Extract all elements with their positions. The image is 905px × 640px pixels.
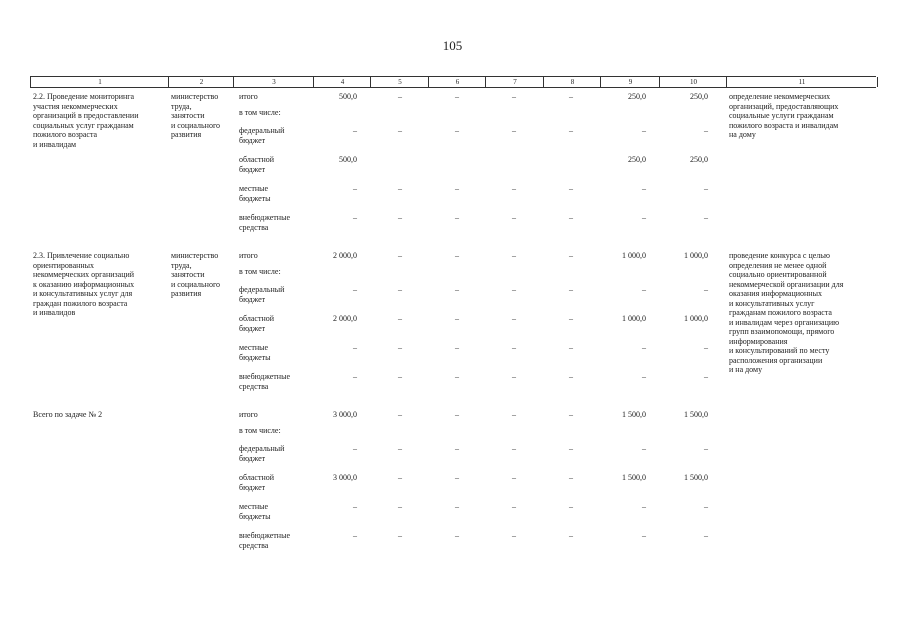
value-cell-v6: – xyxy=(455,314,459,323)
funding-source: бюджет xyxy=(239,323,266,333)
funding-source: средства xyxy=(239,222,269,232)
value-cell-v7: – xyxy=(512,531,516,540)
result-text: социальные услуги гражданам xyxy=(729,111,834,120)
value-cell-v9: – xyxy=(642,213,646,222)
value-cell-v4: 2 000,0 xyxy=(333,251,357,260)
value-cell-v10: – xyxy=(704,126,708,135)
result-text: и консультативных услуг xyxy=(729,298,815,308)
executor-text: труда, xyxy=(171,260,192,270)
value-cell-v5: – xyxy=(398,285,402,294)
result-text: пожилого возраста и инвалидам xyxy=(729,120,839,130)
value-cell-v7: – xyxy=(512,444,516,453)
result-text: определения не менее одной xyxy=(729,260,827,270)
funding-source: местные xyxy=(239,184,269,193)
value-cell-v5: – xyxy=(398,314,402,323)
result-text: расположения организации xyxy=(729,355,823,365)
action-text: Всего по задаче № 2 xyxy=(33,410,103,419)
table-header-row xyxy=(30,76,876,88)
header-cell: 9 xyxy=(600,77,660,87)
header-cell: 7 xyxy=(485,77,544,87)
value-cell-v10: – xyxy=(704,285,708,294)
value-cell-v9: 1 000,0 xyxy=(622,251,646,260)
value-cell-v6: – xyxy=(455,444,459,453)
value-cell-v9: 1 000,0 xyxy=(622,314,646,323)
executor-text: развития xyxy=(171,289,202,298)
funding-source: бюджет xyxy=(239,453,266,463)
value-cell-v8: – xyxy=(569,531,573,540)
header-cell: 1 xyxy=(30,77,169,87)
value-cell-v4: 3 000,0 xyxy=(333,410,357,419)
action-text: организаций в предоставлении xyxy=(33,111,139,120)
value-cell-v4: – xyxy=(353,213,357,222)
value-cell-v6: – xyxy=(455,410,459,419)
value-cell-v7: – xyxy=(512,502,516,511)
header-cell: 3 xyxy=(233,77,314,87)
funding-source: средства xyxy=(239,381,269,391)
action-text: пожилого возраста xyxy=(33,130,98,139)
action-text: граждан пожилого возраста xyxy=(33,298,128,308)
value-cell-v9: – xyxy=(642,126,646,135)
executor-text: министерство xyxy=(171,92,219,101)
value-cell-v4: – xyxy=(353,502,357,511)
result-text: некоммерческой организации для xyxy=(729,279,844,289)
value-cell-v10: – xyxy=(704,444,708,453)
value-cell-v9: 1 500,0 xyxy=(622,410,646,419)
value-cell-v9: 250,0 xyxy=(628,92,646,101)
value-cell-v10: – xyxy=(704,502,708,511)
action-text: и инвалидов xyxy=(33,308,76,317)
executor-text: развития xyxy=(171,130,202,139)
value-cell-v8: – xyxy=(569,473,573,482)
action-text: 2.3. Привлечение социально xyxy=(33,251,130,260)
header-cell: 4 xyxy=(313,77,371,87)
funding-source: местные xyxy=(239,502,269,511)
executor-text: труда, xyxy=(171,101,192,111)
value-cell-v8: – xyxy=(569,502,573,511)
value-cell-v5: – xyxy=(398,473,402,482)
result-text: оказания информационных xyxy=(729,289,822,298)
funding-source: бюджет xyxy=(239,482,266,492)
value-cell-v4: – xyxy=(353,372,357,381)
value-cell-v7: – xyxy=(512,251,516,260)
value-cell-v8: – xyxy=(569,444,573,453)
result-text: и консультирований по месту xyxy=(729,346,830,355)
result-text: проведение конкурса с целью xyxy=(729,251,830,260)
funding-source: бюджеты xyxy=(239,193,271,203)
value-cell-v4: 3 000,0 xyxy=(333,473,357,482)
result-text: групп взаимопомощи, прямого xyxy=(729,327,835,336)
value-cell-v6: – xyxy=(455,285,459,294)
result-text: и на дому xyxy=(729,365,763,374)
value-cell-v7: – xyxy=(512,285,516,294)
value-cell-v6: – xyxy=(455,126,459,135)
value-cell-v8: – xyxy=(569,213,573,222)
funding-source: в том числе: xyxy=(239,108,281,117)
result-text: информирования xyxy=(729,336,788,346)
result-text: определение некоммерческих xyxy=(729,92,831,101)
value-cell-v5: – xyxy=(398,343,402,352)
value-cell-v5: – xyxy=(398,410,402,419)
value-cell-v4: – xyxy=(353,126,357,135)
action-text: участия некоммерческих xyxy=(33,101,118,111)
value-cell-v9: – xyxy=(642,444,646,453)
value-cell-v5: – xyxy=(398,184,402,193)
value-cell-v6: – xyxy=(455,531,459,540)
header-cell: 8 xyxy=(543,77,601,87)
value-cell-v7: – xyxy=(512,184,516,193)
value-cell-v9: – xyxy=(642,372,646,381)
value-cell-v8: – xyxy=(569,285,573,294)
value-cell-v8: – xyxy=(569,92,573,101)
value-cell-v6: – xyxy=(455,473,459,482)
value-cell-v5: – xyxy=(398,372,402,381)
executor-text: и социального xyxy=(171,120,221,130)
value-cell-v10: – xyxy=(704,343,708,352)
value-cell-v7: – xyxy=(512,343,516,352)
funding-source: в том числе: xyxy=(239,267,281,276)
executor-text: и социального xyxy=(171,279,221,289)
value-cell-v10: 1 000,0 xyxy=(684,251,708,260)
executor-text: занятости xyxy=(171,270,205,279)
value-cell-v10: 250,0 xyxy=(690,155,708,164)
value-cell-v8: – xyxy=(569,410,573,419)
header-cell: 2 xyxy=(168,77,234,87)
value-cell-v6: – xyxy=(455,92,459,101)
value-cell-v8: – xyxy=(569,251,573,260)
funding-source: средства xyxy=(239,540,269,550)
value-cell-v6: – xyxy=(455,343,459,352)
value-cell-v10: – xyxy=(704,531,708,540)
header-cell: 10 xyxy=(659,77,727,87)
page-number: 105 xyxy=(442,38,463,53)
result-text: и инвалидам через организацию xyxy=(729,317,840,327)
funding-source: федеральный xyxy=(239,285,285,294)
funding-source: итого xyxy=(239,92,258,101)
value-cell-v8: – xyxy=(569,372,573,381)
value-cell-v5: – xyxy=(398,502,402,511)
value-cell-v5: – xyxy=(398,444,402,453)
value-cell-v5: – xyxy=(398,213,402,222)
value-cell-v6: – xyxy=(455,251,459,260)
value-cell-v10: – xyxy=(704,372,708,381)
value-cell-v5: – xyxy=(398,92,402,101)
value-cell-v9: – xyxy=(642,184,646,193)
result-text: социально ориентированной xyxy=(729,270,827,279)
value-cell-v9: – xyxy=(642,285,646,294)
value-cell-v4: – xyxy=(353,285,357,294)
value-cell-v9: – xyxy=(642,343,646,352)
value-cell-v8: – xyxy=(569,184,573,193)
funding-source: бюджет xyxy=(239,294,266,304)
funding-source: федеральный xyxy=(239,444,285,453)
action-text: и инвалидам xyxy=(33,139,77,149)
value-cell-v4: – xyxy=(353,184,357,193)
value-cell-v7: – xyxy=(512,473,516,482)
result-text: организаций, предоставляющих xyxy=(729,101,839,111)
action-text: 2.2. Проведение мониторинга xyxy=(33,92,135,101)
value-cell-v5: – xyxy=(398,531,402,540)
action-text: некоммерческих организаций xyxy=(33,270,135,279)
header-cell: 6 xyxy=(428,77,486,87)
value-cell-v6: – xyxy=(455,372,459,381)
value-cell-v10: – xyxy=(704,184,708,193)
value-cell-v9: – xyxy=(642,502,646,511)
funding-source: местные xyxy=(239,343,269,352)
funding-source: бюджеты xyxy=(239,352,271,362)
funding-source: итого xyxy=(239,251,258,260)
funding-source: областной xyxy=(239,155,275,164)
value-cell-v10: – xyxy=(704,213,708,222)
funding-source: областной xyxy=(239,473,275,482)
value-cell-v4: – xyxy=(353,531,357,540)
value-cell-v7: – xyxy=(512,92,516,101)
executor-text: министерство xyxy=(171,251,219,260)
value-cell-v10: 1 500,0 xyxy=(684,473,708,482)
result-text: гражданам пожилого возраста xyxy=(729,308,832,317)
action-text: социальных услуг гражданам xyxy=(33,120,134,130)
value-cell-v10: 1 000,0 xyxy=(684,314,708,323)
value-cell-v9: – xyxy=(642,531,646,540)
value-cell-v7: – xyxy=(512,372,516,381)
funding-source: внебюджетные xyxy=(239,213,290,222)
value-cell-v8: – xyxy=(569,314,573,323)
result-text: на дому xyxy=(729,130,756,139)
header-cell: 11 xyxy=(726,77,878,87)
value-cell-v10: 1 500,0 xyxy=(684,410,708,419)
value-cell-v6: – xyxy=(455,502,459,511)
action-text: к оказанию информационных xyxy=(33,279,135,289)
executor-text: занятости xyxy=(171,111,205,120)
value-cell-v6: – xyxy=(455,184,459,193)
header-cell: 5 xyxy=(370,77,429,87)
funding-source: федеральный xyxy=(239,126,285,135)
value-cell-v6: – xyxy=(455,213,459,222)
value-cell-v8: – xyxy=(569,343,573,352)
action-text: и консультативных услуг для xyxy=(33,289,133,298)
funding-source: бюджет xyxy=(239,164,266,174)
value-cell-v4: 2 000,0 xyxy=(333,314,357,323)
value-cell-v5: – xyxy=(398,251,402,260)
value-cell-v9: 1 500,0 xyxy=(622,473,646,482)
funding-source: бюджеты xyxy=(239,511,271,521)
funding-source: внебюджетные xyxy=(239,531,290,540)
value-cell-v4: 500,0 xyxy=(339,155,357,164)
value-cell-v4: – xyxy=(353,343,357,352)
funding-source: внебюджетные xyxy=(239,372,290,381)
funding-source: областной xyxy=(239,314,275,323)
value-cell-v8: – xyxy=(569,126,573,135)
value-cell-v5: – xyxy=(398,126,402,135)
value-cell-v4: – xyxy=(353,444,357,453)
funding-source: бюджет xyxy=(239,135,266,145)
value-cell-v4: 500,0 xyxy=(339,92,357,101)
value-cell-v7: – xyxy=(512,213,516,222)
action-text: ориентированных xyxy=(33,260,95,270)
value-cell-v7: – xyxy=(512,314,516,323)
funding-source: итого xyxy=(239,410,258,419)
value-cell-v7: – xyxy=(512,126,516,135)
funding-source: в том числе: xyxy=(239,426,281,435)
value-cell-v10: 250,0 xyxy=(690,92,708,101)
value-cell-v7: – xyxy=(512,410,516,419)
value-cell-v9: 250,0 xyxy=(628,155,646,164)
